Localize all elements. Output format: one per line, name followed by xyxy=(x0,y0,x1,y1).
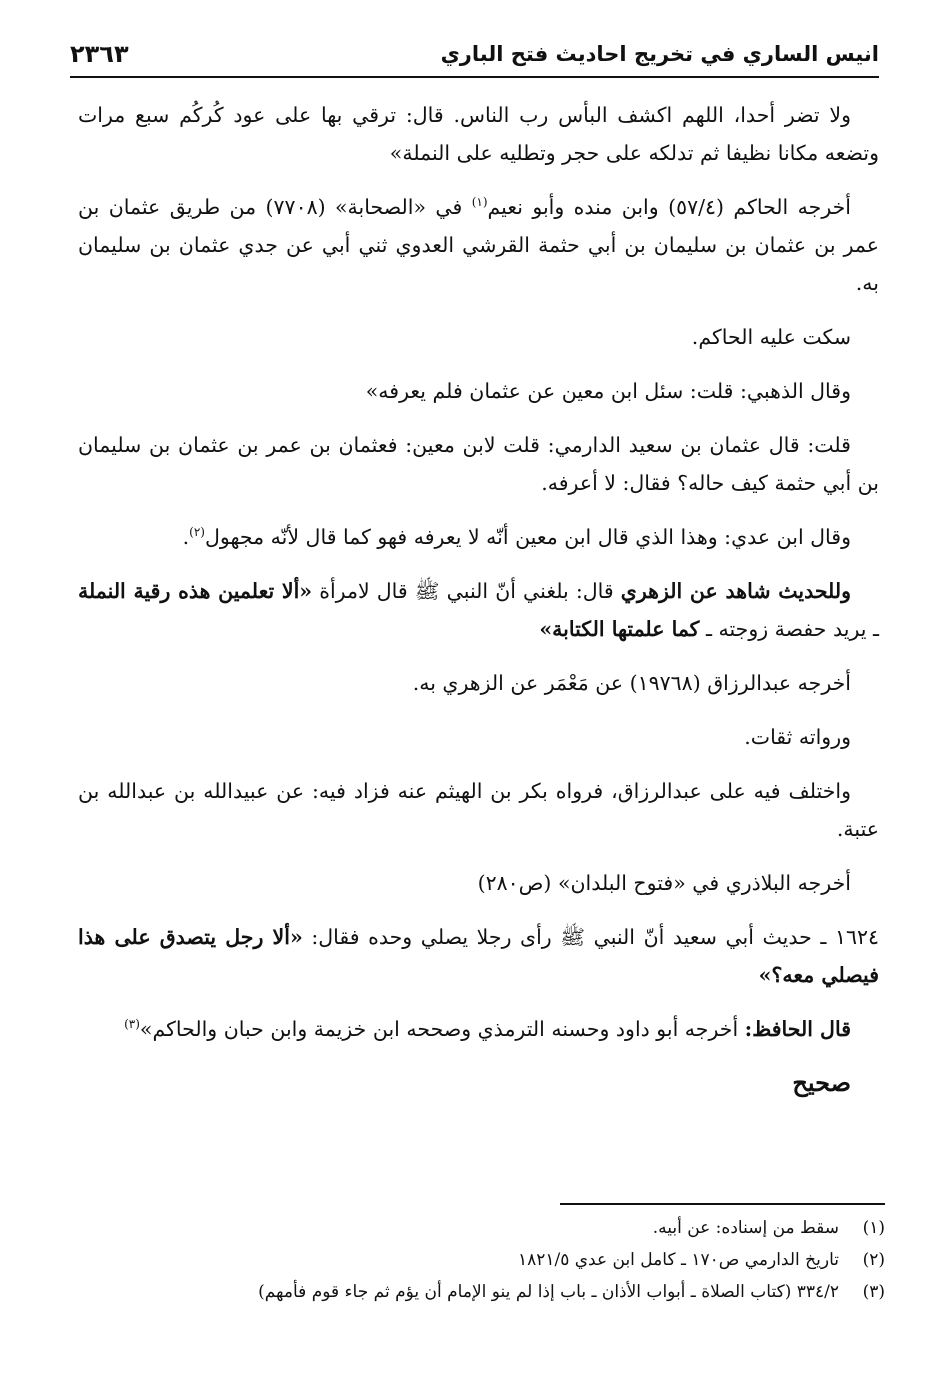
paragraph: أخرجه البلاذري في «فتوح البلدان» (ص٢٨٠) xyxy=(477,871,851,895)
page-header xyxy=(70,40,879,78)
paragraph: ولا تضر أحدا، اللهم اكشف البأس رب الناس. قال: ترقي بها على عود كُركُم سبع مرات وتضعه مكانا نظيفا ثم تدلكه على حجر وتطليه على النملة» xyxy=(78,103,879,165)
footnote-number: (٢) xyxy=(862,1250,885,1270)
paragraph: ورواته ثقات. xyxy=(744,725,851,749)
footnote-number: (١) xyxy=(862,1218,885,1238)
hadith-entry: ١٦٢٤ ـ حديث أبي سعيد أنّ النبي ﷺ رأى رجلا يصلي وحده فقال: «ألا رجل يتصدق على هذا فيصلي معه؟» xyxy=(78,925,879,987)
footnote-text: ٣٣٤/٢ (كتاب الصلاة ـ أبواب الأذان ـ باب إذا لم ينو الإمام أن يؤم ثم جاء قوم فأمهم) xyxy=(258,1282,839,1302)
footnote xyxy=(70,1212,885,1244)
paragraph: واختلف فيه على عبدالرزاق، فرواه بكر بن الهيثم عنه فزاد فيه: عن عبيدالله بن عبدالله بن عتبة. xyxy=(78,779,879,841)
paragraph: وقال الذهبي: قلت: سئل ابن معين عن عثمان فلم يعرفه» xyxy=(365,379,851,403)
footnote-ref[interactable]: (٣) xyxy=(124,1017,140,1032)
footnote xyxy=(70,1244,885,1276)
running-title: انيس الساري في تخريج احاديث فتح الباري xyxy=(440,42,879,66)
paragraph: أخرجه الحاكم (٥٧/٤) وابن منده وأبو نعيم$^{(١)}$ في «الصحابة» (٧٧٠٨) من طريق عثمان بن عمر بن عثمان بن سليمان بن أبي حثمة القرشي العدوي ثني أبي عن جدي عثمان بن سليمان به. xyxy=(78,195,879,295)
footnote xyxy=(70,1276,885,1308)
footnotes xyxy=(70,1212,885,1308)
paragraph: أخرجه عبدالرزاق (١٩٧٦٨) عن مَعْمَر عن الزهري به. xyxy=(412,671,851,695)
footnote-ref[interactable]: (١) xyxy=(471,195,488,210)
paragraph: قلت: قال عثمان بن سعيد الدارمي: قلت لابن معين: فعثمان بن عمر بن عثمان بن سليمان بن أبي حثمة كيف حاله؟ فقال: لا أعرفه. xyxy=(78,433,879,495)
footnote-separator xyxy=(560,1203,885,1205)
paragraph: قال الحافظ: أخرجه أبو داود وحسنه الترمذي وصححه ابن خزيمة وابن حبان والحاكم»$^{(٣)}$ xyxy=(124,1017,851,1041)
footnote-ref[interactable]: (٢) xyxy=(189,525,205,540)
footnote-text: تاريخ الدارمي ص١٧٠ ـ كامل ابن عدي ١٨٢١/٥ xyxy=(517,1250,839,1270)
paragraph: وللحديث شاهد عن الزهري قال: بلغني أنّ النبي ﷺ قال لامرأة «ألا تعلمين هذه رقية النملة ـ يريد حفصة زوجته ـ كما علمتها الكتابة» xyxy=(78,579,879,641)
grade-heading: صحيح xyxy=(792,1068,851,1097)
paragraph: سكت عليه الحاكم. xyxy=(691,325,851,349)
main-text xyxy=(78,96,879,1102)
footnote-text: سقط من إسناده: عن أبيه. xyxy=(652,1218,839,1238)
page-number: ٢٣٦٣ xyxy=(70,40,129,68)
footnote-number: (٣) xyxy=(862,1282,885,1302)
paragraph: وقال ابن عدي: وهذا الذي قال ابن معين أنّه لا يعرفه فهو كما قال لأنّه مجهول$^{(٢)}$. xyxy=(182,525,851,549)
